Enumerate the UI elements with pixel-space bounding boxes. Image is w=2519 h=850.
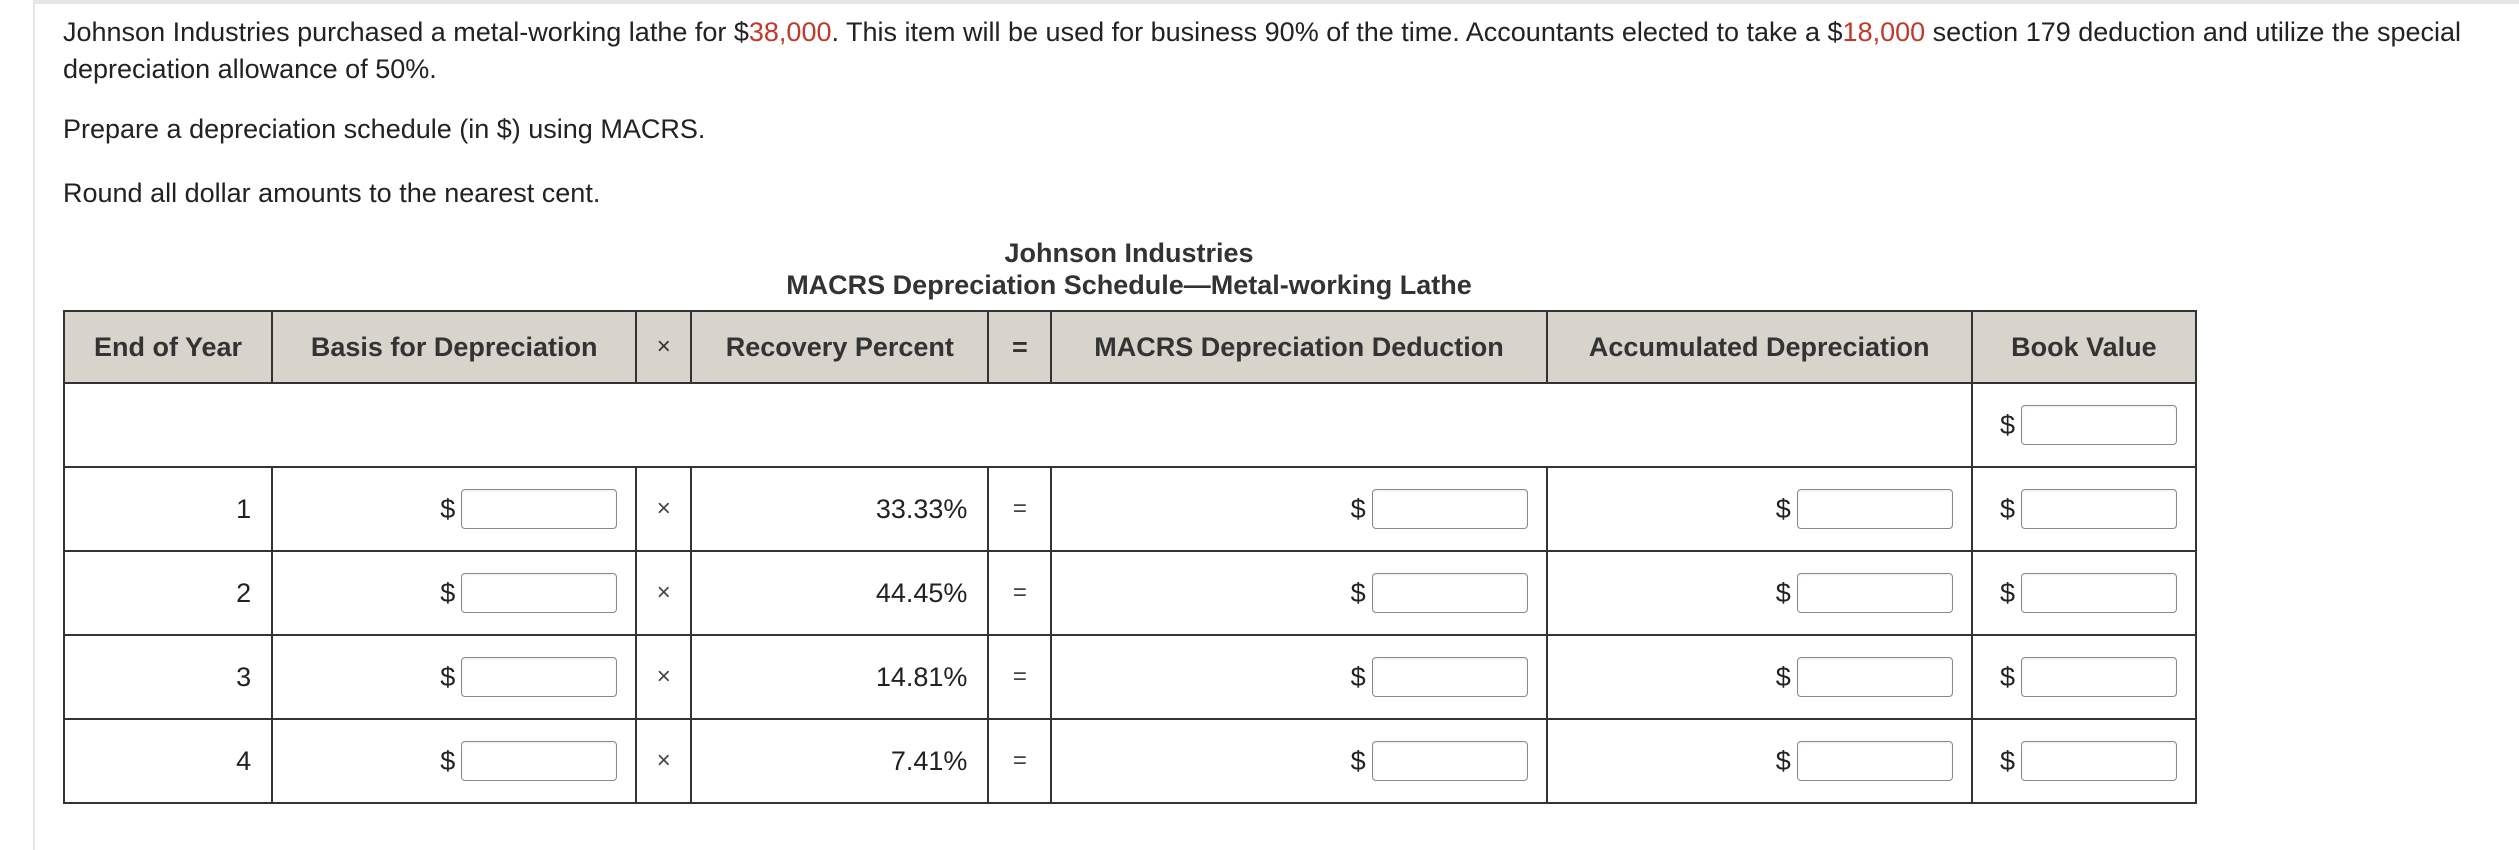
currency-symbol: $	[440, 745, 456, 776]
times-sign: ×	[636, 719, 691, 803]
equals-sign: =	[988, 635, 1051, 719]
table-row	[64, 551, 2196, 635]
initial-book-value-input[interactable]	[2021, 405, 2177, 445]
currency-symbol: $	[1350, 745, 1366, 776]
equals-sign: =	[988, 719, 1051, 803]
header-equals: =	[988, 311, 1051, 383]
basis-cell	[272, 467, 636, 551]
currency-symbol: $	[440, 661, 456, 692]
times-sign: ×	[636, 635, 691, 719]
header-accumulated: Accumulated Depreciation	[1547, 311, 1972, 383]
basis-input[interactable]	[461, 657, 617, 697]
recovery-percent-cell: 7.41%	[691, 719, 988, 803]
year-cell: 1	[64, 467, 272, 551]
basis-input[interactable]	[461, 573, 617, 613]
basis-cell	[272, 551, 636, 635]
currency-symbol: $	[1350, 661, 1366, 692]
currency-symbol: $	[1350, 493, 1366, 524]
recovery-percent-cell: 33.33%	[691, 467, 988, 551]
deduction-cell	[1051, 467, 1546, 551]
book-value-input[interactable]	[2021, 741, 2177, 781]
deduction-input[interactable]	[1372, 741, 1528, 781]
currency-symbol: $	[1999, 493, 2015, 524]
basis-input[interactable]	[461, 489, 617, 529]
book-value-input[interactable]	[2021, 657, 2177, 697]
currency-symbol: $	[440, 577, 456, 608]
section179-value: 18,000	[1842, 17, 1926, 47]
accumulated-cell	[1547, 551, 1972, 635]
currency-symbol: $	[1999, 577, 2015, 608]
price-value: 38,000	[748, 17, 832, 47]
table-header-row	[64, 311, 2196, 383]
deduction-input[interactable]	[1372, 489, 1528, 529]
accumulated-input[interactable]	[1797, 573, 1953, 613]
basis-cell	[272, 719, 636, 803]
currency-symbol: $	[1775, 493, 1791, 524]
header-times: ×	[636, 311, 691, 383]
header-recovery-percent: Recovery Percent	[691, 311, 988, 383]
times-sign: ×	[636, 467, 691, 551]
equals-sign: =	[988, 551, 1051, 635]
initial-empty-cell	[64, 383, 1972, 467]
deduction-cell	[1051, 719, 1546, 803]
equals-sign: =	[988, 467, 1051, 551]
currency-symbol: $	[440, 493, 456, 524]
currency-symbol: $	[1775, 745, 1791, 776]
depreciation-table	[63, 310, 2197, 804]
currency-symbol: $	[1999, 661, 2015, 692]
table-row	[64, 719, 2196, 803]
times-sign: ×	[636, 551, 691, 635]
basis-cell	[272, 635, 636, 719]
accumulated-cell	[1547, 467, 1972, 551]
book-value-cell	[1972, 635, 2196, 719]
header-macrs-deduction: MACRS Depreciation Deduction	[1051, 311, 1546, 383]
book-value-input[interactable]	[2021, 489, 2177, 529]
problem-statement	[63, 14, 2503, 88]
deduction-cell	[1051, 551, 1546, 635]
header-book-value: Book Value	[1972, 311, 2196, 383]
accumulated-cell	[1547, 719, 1972, 803]
currency-symbol: $	[1999, 745, 2015, 776]
schedule-company: Johnson Industries	[1004, 238, 1254, 268]
book-value-input[interactable]	[2021, 573, 2177, 613]
initial-row	[64, 383, 2196, 467]
header-end-of-year: End of Year	[64, 311, 272, 383]
instruction-text: Prepare a depreciation schedule (in $) using MACRS.	[63, 114, 706, 144]
year-cell: 3	[64, 635, 272, 719]
deduction-cell	[1051, 635, 1546, 719]
currency-symbol: $	[1775, 577, 1791, 608]
top-border	[33, 0, 2519, 4]
initial-book-value-cell	[1972, 383, 2196, 467]
book-value-cell	[1972, 719, 2196, 803]
rounding-text: Round all dollar amounts to the nearest cent.	[63, 178, 601, 208]
deduction-input[interactable]	[1372, 657, 1528, 697]
accumulated-input[interactable]	[1797, 657, 1953, 697]
left-border	[33, 0, 35, 850]
accumulated-cell	[1547, 635, 1972, 719]
deduction-input[interactable]	[1372, 573, 1528, 613]
year-cell: 4	[64, 719, 272, 803]
book-value-cell	[1972, 551, 2196, 635]
schedule-title: MACRS Depreciation Schedule—Metal-working Lathe	[786, 270, 1472, 300]
table-row	[64, 635, 2196, 719]
table-row	[64, 467, 2196, 551]
header-basis: Basis for Depreciation	[272, 311, 636, 383]
book-value-cell	[1972, 467, 2196, 551]
basis-input[interactable]	[461, 741, 617, 781]
year-cell: 2	[64, 551, 272, 635]
accumulated-input[interactable]	[1797, 489, 1953, 529]
currency-symbol: $	[1350, 577, 1366, 608]
currency-symbol: $	[1775, 661, 1791, 692]
accumulated-input[interactable]	[1797, 741, 1953, 781]
problem-text: Johnson Industries purchased a metal-working lathe for $38,000. This item will be used for business 90% of the time. Accountants elected to take a $18,000 section 179 deduction and utilize the special depreciation allowance of 50%.	[63, 17, 2462, 84]
recovery-percent-cell: 14.81%	[691, 635, 988, 719]
currency-symbol: $	[1999, 409, 2015, 440]
recovery-percent-cell: 44.45%	[691, 551, 988, 635]
